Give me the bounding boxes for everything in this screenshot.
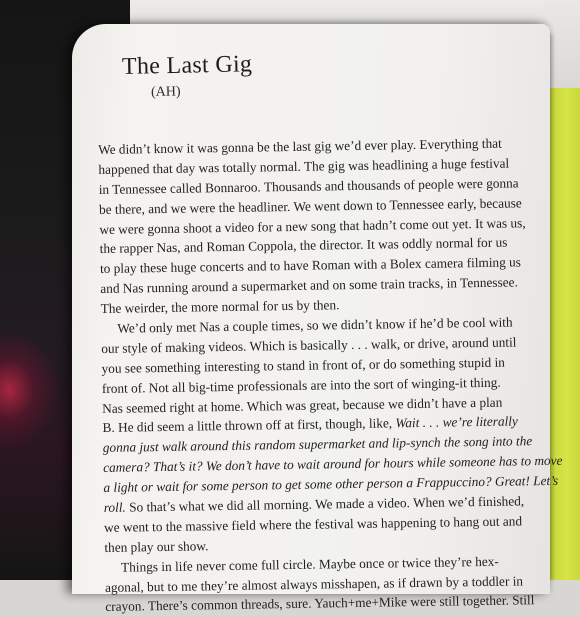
text-segment: our style of making videos. Which is basically . . . walk, or drive, around until (101, 334, 517, 356)
chapter-title: The Last Gig (121, 51, 253, 80)
text-segment: Nas seemed right at home. Which was great, because we didn’t have a plan (102, 394, 503, 416)
text-segment: So that’s what we did all morning. We made a video. When we’d finished, (125, 493, 525, 515)
text-segment: we went to the massive field where the festival was happening to hang out and (103, 513, 523, 535)
italic-text: camera? That’s it? We don’t have to wait around for hours while someone has to move (103, 452, 563, 476)
chapter-credit: (AH) (150, 84, 181, 100)
italic-text: a light or wait for some person to get some other person a Frappuccino? Great! Let’s (103, 472, 559, 496)
text-segment: then play our show. (104, 538, 209, 555)
text-segment: B. He did seem a little thrown off at first, though, like, (102, 415, 396, 436)
chapter-body (98, 133, 563, 617)
text-segment: The weirder, the more normal for us by then. (100, 297, 340, 317)
text-segment: be there, and we were the headliner. We went down to Tennessee early, because (98, 195, 522, 217)
text-segment: happened that day was totally normal. The gig was headlining a huge festival (98, 155, 510, 177)
text-segment: and Nas running around a supermarket and on some train tracks, in Tennessee. (100, 274, 518, 297)
italic-text: Wait . . . we’re literally (395, 413, 518, 431)
text-segment: crayon. There’s common threads, sure. Yauch+me+Mike were still together. Still (105, 592, 535, 615)
text-segment: We’d only met Nas a couple times, so we didn’t know if he’d be cool with (100, 314, 513, 336)
text-segment: front of. Not all big-time professionals are into the sort of winging-it thing. (101, 374, 501, 396)
text-segment: you see something interesting to stand in front of, or do something stupid in (101, 354, 505, 376)
text-segment: to play these huge concerts and to have Roman with a Bolex camera filming us (99, 254, 522, 277)
text-segment: We didn’t know it was gonna be the last gig we’d ever play. Everything that (98, 135, 502, 157)
text-segment: in Tennessee called Bonnaroo. Thousands and thousands of people were gonna (98, 175, 519, 197)
text-segment: we were gonna shoot a video for a new song that hadn’t come out yet. It was us, (99, 214, 526, 237)
text-segment: Things in life never come full circle. Maybe once or twice they’re hex- (104, 553, 499, 575)
text-segment: agonal, but to me they’re almost always misshapen, as if drawn by a toddler in (104, 572, 524, 595)
italic-text: roll. (103, 499, 126, 515)
italic-text: gonna just walk around this random supermarket and lip-synch the song into the (102, 433, 533, 456)
text-segment: the rapper Nas, and Roman Coppola, the director. It was oddly normal for us (99, 235, 508, 257)
